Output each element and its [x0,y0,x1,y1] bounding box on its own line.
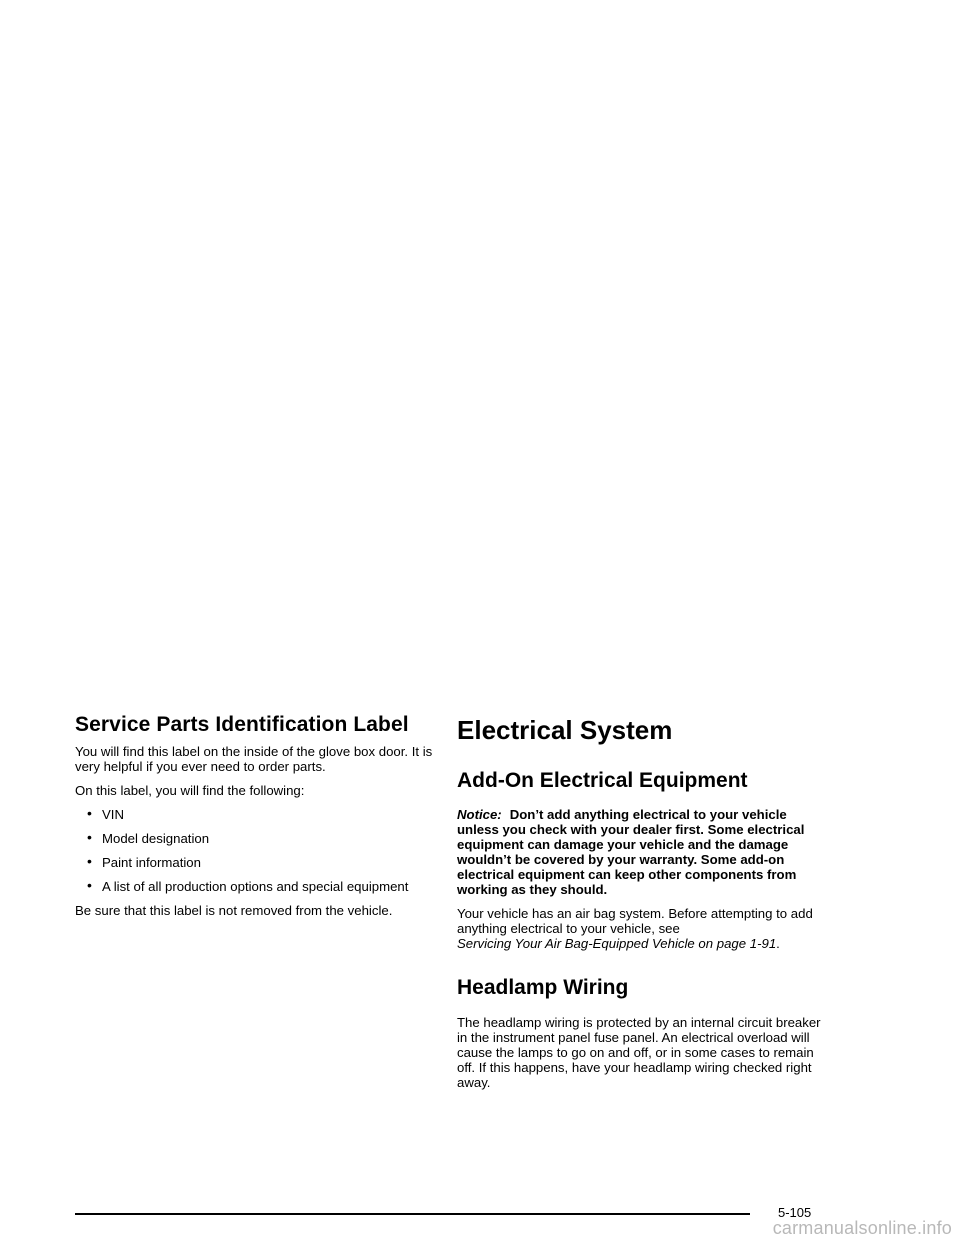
notice-label: Notice: [457,807,502,823]
list-item [75,855,435,870]
addon-body-text: Your vehicle has an air bag system. Before attempting to add anything electrical to your vehicle, see [457,906,813,937]
service-parts-closing: Be sure that this label is not removed from the vehicle. [75,903,393,919]
left-column [75,712,435,927]
bullet-icon: • [87,853,92,870]
footer-rule [75,1213,750,1215]
headlamp-body-paragraph: The headlamp wiring is protected by an internal circuit breaker in the instrument panel fuse panel. An electrical overload will cause the lamps to go on and off, or in some cases to remain off. If this happens, have your headlamp wiring checked right away. [457,1014,821,1090]
bullet-icon: • [87,829,92,846]
list-item-text: A list of all production options and special equipment [102,879,409,895]
bullet-icon: • [87,877,92,894]
list-item [75,807,435,822]
service-parts-lead: On this label, you will find the following: [75,783,305,799]
addon-equipment-heading: Add-On Electrical Equipment [457,769,748,793]
bullet-icon: • [87,805,92,822]
list-item [75,831,435,846]
list-item-text: VIN [102,807,124,823]
notice-text: Don’t add anything electrical to your vehicle unless you check with your dealer first. Some electrical equipment can damage your vehicle and the damage wouldn’t be covered by your warranty. Some add-on electrical equipment can keep other components from working as they should. [457,807,805,898]
list-item [75,879,435,894]
list-item-text: Model designation [102,831,210,847]
watermark: carmanualsonline.info [772,1218,952,1238]
page-number: 5-105 [778,1205,812,1220]
label-contents-list [75,807,435,894]
headlamp-wiring-heading: Headlamp Wiring [457,976,629,1000]
addon-body-paragraph [457,906,822,951]
service-parts-intro: You will find this label on the inside of the glove box door. It is very helpful if you ever need to order parts. [75,744,433,775]
cross-reference-link[interactable]: Servicing Your Air Bag-Equipped Vehicle on page 1-91 [457,936,777,952]
notice-paragraph [457,807,822,897]
service-parts-heading: Service Parts Identification Label [75,713,409,736]
addon-body-end: . [776,936,780,952]
right-column [457,712,822,1099]
chapter-title: Electrical System [457,715,673,745]
list-item-text: Paint information [102,855,201,871]
